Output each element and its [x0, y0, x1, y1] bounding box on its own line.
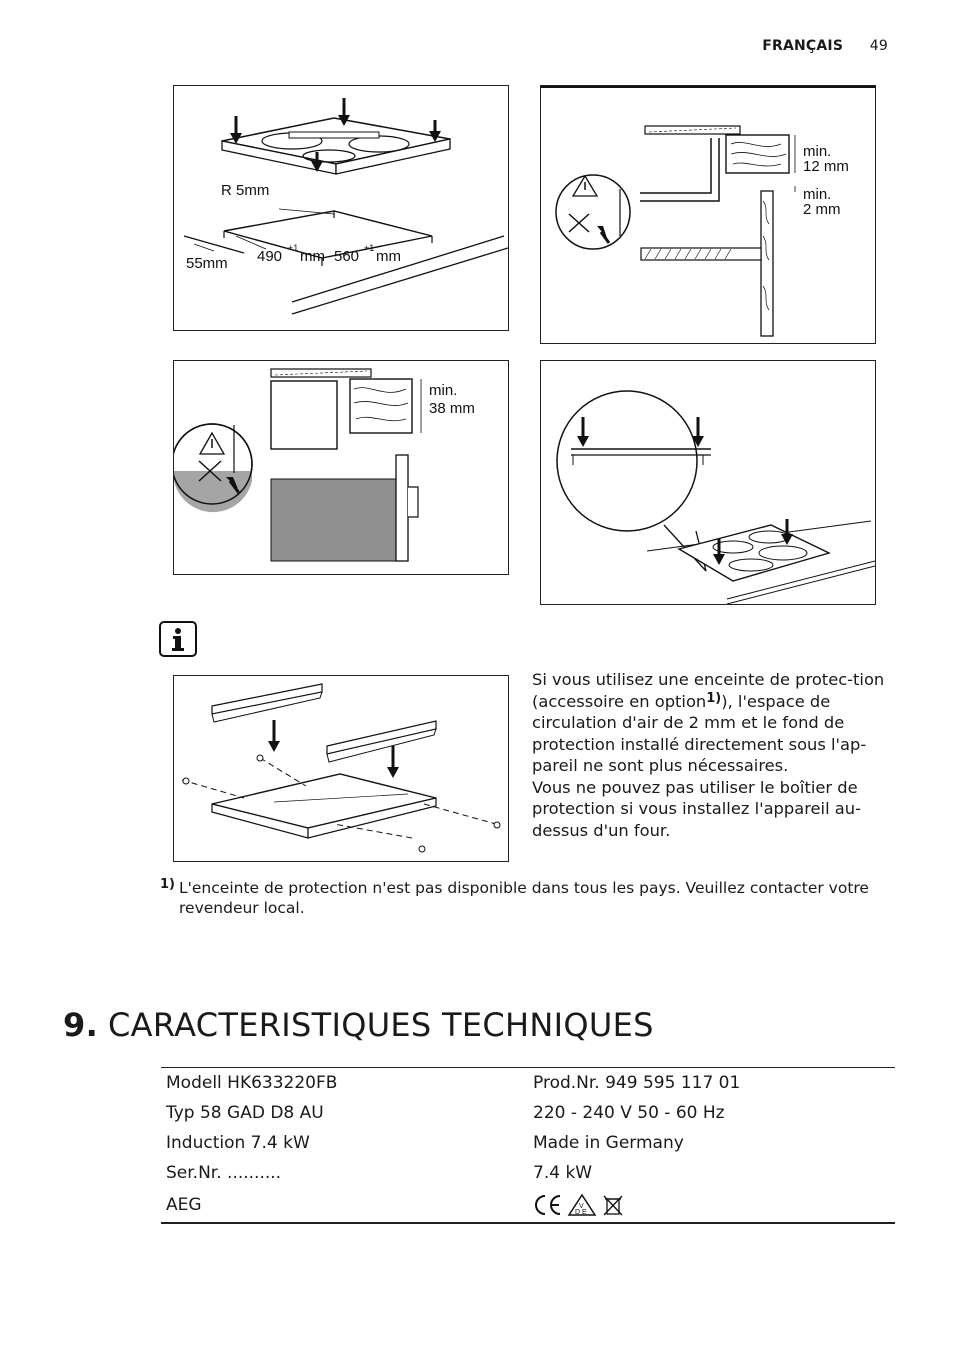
spec-left: Ser.Nr. ..........: [166, 1163, 282, 1183]
label-bottom-value: 2 mm: [803, 201, 841, 218]
svg-text:D E: D E: [575, 1209, 587, 1216]
label-width-a-unit: mm: [300, 248, 325, 265]
figure-min-distances: [540, 85, 876, 344]
spec-right: 7.4 kW: [533, 1163, 593, 1183]
info-icon: [159, 621, 197, 657]
label-width-b-sup: +1: [364, 243, 375, 253]
spec-left: Induction 7.4 kW: [166, 1133, 310, 1153]
label-depth: 55mm: [186, 255, 228, 272]
label-width-b: 560: [334, 248, 360, 265]
spec-row: [161, 1188, 895, 1222]
label-value: 38 mm: [429, 400, 475, 417]
spec-right: Made in Germany: [533, 1133, 684, 1153]
spec-row: [161, 1098, 895, 1128]
figure-protection-box: [173, 675, 509, 862]
page-number: 49: [869, 38, 888, 54]
spec-right: Prod.Nr. 949 595 117 01: [533, 1073, 741, 1093]
spec-left: Modell HK633220FB: [166, 1073, 338, 1093]
note-text-part3: Vous ne pouvez pas utiliser le boîtier de protection si vous installez l'appareil au-dessus d'un four.: [532, 777, 861, 840]
vde-mark-icon: [567, 1193, 597, 1217]
spec-left: Typ 58 GAD D8 AU: [166, 1103, 324, 1123]
figure-hob-fitted: [540, 360, 876, 605]
section-title-text: CARACTERISTIQUES TECHNIQUES: [108, 1006, 654, 1044]
note-text-part2: ), l'espace de circulation d'air de 2 mm et le fond de protection installé directement sous l'ap-pareil ne sont plus nécessaires.: [532, 691, 867, 775]
header-language: FRANÇAIS: [762, 38, 844, 54]
spec-row: [161, 1128, 895, 1158]
figure-oven-clearance: [173, 360, 509, 575]
label-top-min: min.: [803, 143, 832, 160]
figure-cutout-dimensions: [173, 85, 509, 331]
label-width-b-unit: mm: [376, 248, 401, 265]
weee-bin-icon: [601, 1193, 625, 1217]
page-header: [762, 38, 888, 54]
label-width-a: 490: [257, 248, 283, 265]
spec-right: 220 - 240 V 50 - 60 Hz: [533, 1103, 725, 1123]
label-min: min.: [429, 382, 458, 399]
note-footnote-ref: 1): [706, 690, 722, 706]
certification-marks: [533, 1193, 625, 1217]
spec-row: [161, 1158, 895, 1188]
footnote-text: L'enceinte de protection n'est pas disponible dans tous les pays. Veuillez contacter votre revendeur local.: [179, 879, 869, 917]
label-width-a-sup: +1: [288, 243, 299, 253]
label-bottom-min: min.: [803, 186, 832, 203]
note-text-part1: Si vous utilisez une enceinte de protec-tion (accessoire en option: [532, 670, 885, 711]
label-radius: R 5mm: [221, 182, 270, 199]
footnote: [160, 878, 880, 918]
spec-row: [161, 1068, 895, 1098]
footnote-mark: 1): [160, 877, 175, 892]
ce-mark-icon: [533, 1193, 563, 1217]
spec-table: [161, 1067, 895, 1224]
spec-left: AEG: [166, 1195, 202, 1215]
section-number: 9.: [63, 1006, 99, 1044]
section-title: [63, 1006, 654, 1044]
label-top-value: 12 mm: [803, 158, 849, 175]
protection-note: [532, 669, 892, 841]
svg-text:V: V: [579, 1203, 584, 1210]
